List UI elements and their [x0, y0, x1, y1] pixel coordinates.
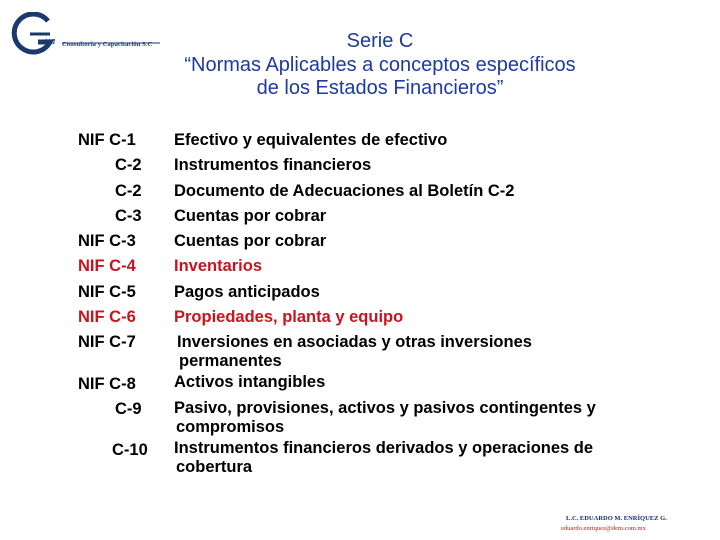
- norm-description: [174, 153, 674, 178]
- norm-code: NIF C-4: [78, 257, 136, 276]
- norm-description-text: Pagos anticipados: [174, 282, 320, 301]
- norm-description-continuation: permanentes: [179, 352, 282, 371]
- norm-description-text: Inversiones en asociadas y otras inversiones: [177, 333, 532, 352]
- norm-description: [174, 254, 674, 279]
- norm-description-text: Activos intangibles: [174, 373, 326, 392]
- footer-author: L.C. EDUARDO M. ENRÍQUEZ G.: [566, 515, 667, 522]
- title-line-2: “Normas Aplicables a conceptos específicos: [184, 53, 576, 76]
- norm-descriptions-column: [174, 128, 674, 476]
- norm-description-continuation: compromisos: [176, 417, 285, 436]
- norm-code: NIF C-8: [78, 374, 136, 393]
- norm-description: [174, 179, 674, 204]
- norm-code: NIF C-3: [78, 232, 136, 251]
- logo-letters: xa: [45, 35, 56, 47]
- norm-description-text: Pasivo, provisiones, activos y pasivos contingentes y: [174, 398, 596, 417]
- norm-description-text: Instrumentos financieros derivados y operaciones de: [174, 438, 594, 457]
- norm-description: [174, 128, 674, 153]
- norm-description: [174, 280, 674, 305]
- slide-title: [0, 30, 720, 101]
- norm-description: [174, 305, 674, 330]
- norm-description-continuation: cobertura: [176, 457, 253, 476]
- norm-code: NIF C-5: [78, 282, 136, 301]
- norm-codes-column: [78, 128, 168, 464]
- norm-code: C-10: [112, 441, 148, 460]
- norm-description: [174, 330, 674, 370]
- footer-email: eduardo.enriquez@dem.com.mx: [561, 525, 646, 532]
- norm-description-text: Instrumentos financieros: [174, 156, 372, 175]
- norm-description: [174, 204, 674, 229]
- title-line-1: Serie C: [346, 30, 414, 52]
- norm-code: C-9: [115, 399, 142, 418]
- norm-description-text: Cuentas por cobrar: [174, 232, 327, 251]
- norm-description: [174, 396, 674, 436]
- norm-description-text: Documento de Adecuaciones al Boletín C-2: [174, 181, 515, 200]
- norm-description: [174, 436, 674, 476]
- norm-description-text: Propiedades, planta y equipo: [174, 308, 404, 327]
- norm-description: [174, 370, 674, 395]
- norm-code: C-2: [115, 156, 142, 175]
- norm-description-text: Cuentas por cobrar: [174, 206, 327, 225]
- norm-code: C-2: [115, 181, 142, 200]
- logo-tagline: Consultoría y Capacitación S.C: [62, 41, 153, 48]
- norm-code: NIF C-7: [78, 333, 136, 352]
- norm-code: NIF C-6: [78, 308, 136, 327]
- title-line-3: de los Estados Financieros”: [256, 77, 504, 99]
- norm-code: C-3: [115, 206, 142, 225]
- norm-code: NIF C-1: [78, 131, 136, 149]
- norm-description-text: Inventarios: [174, 257, 263, 276]
- norm-description: [174, 229, 674, 254]
- norm-description-text: Efectivo y equivalentes de efectivo: [174, 131, 448, 149]
